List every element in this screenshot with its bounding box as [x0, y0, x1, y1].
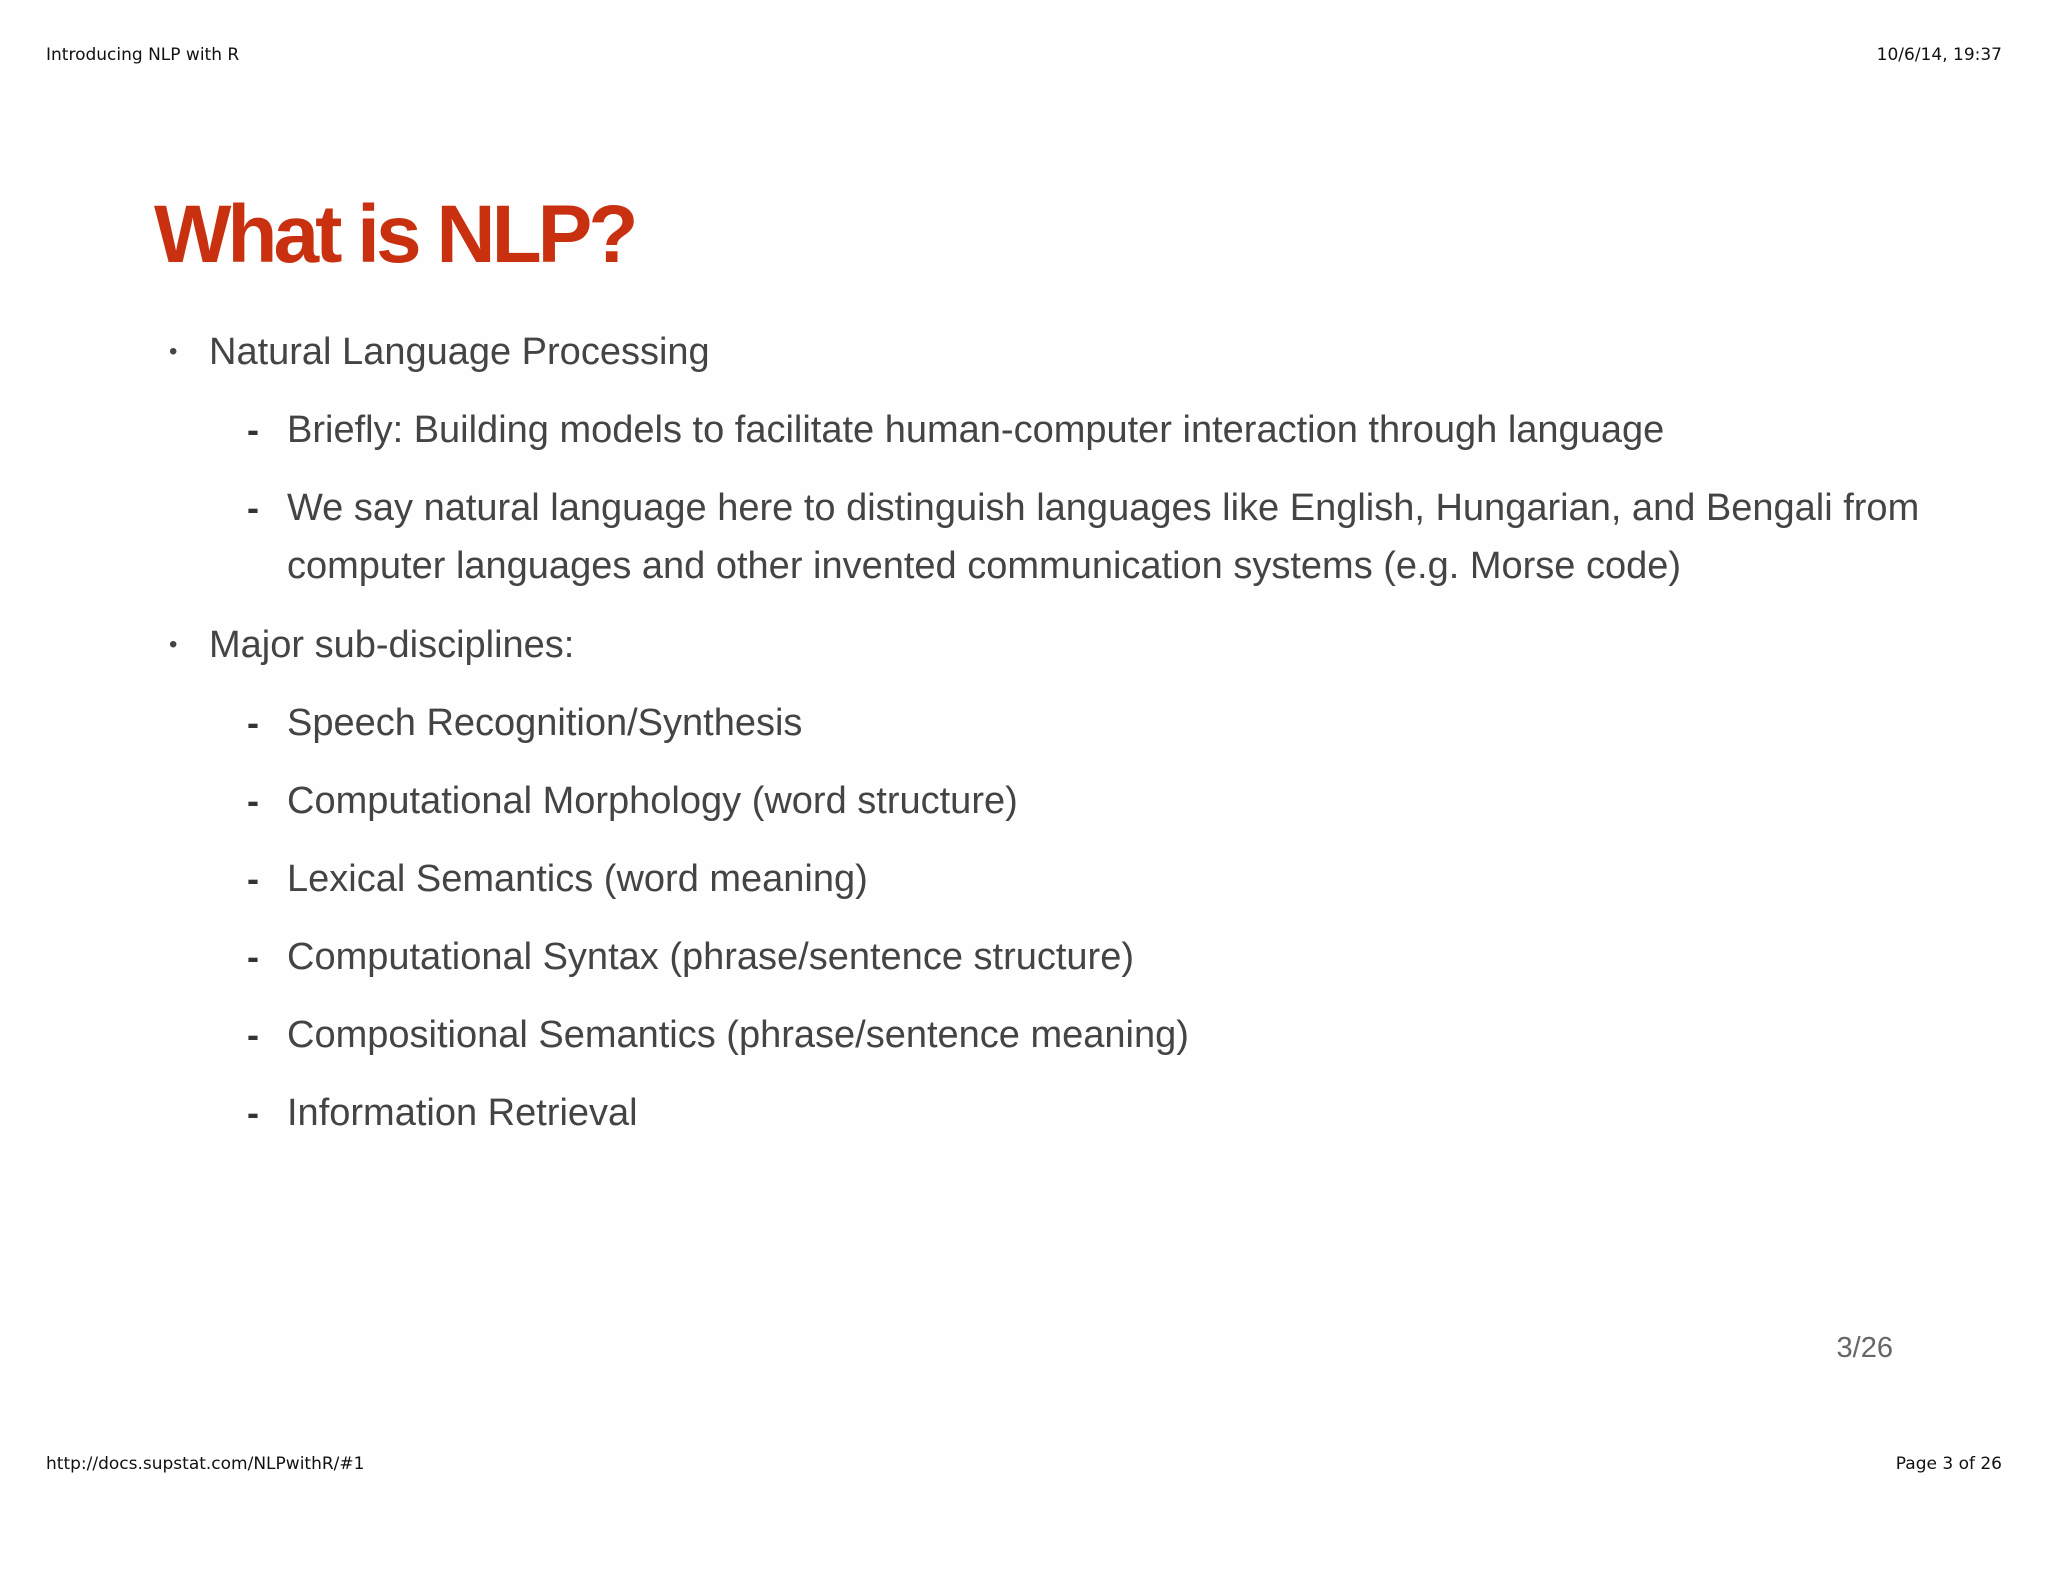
sub-bullet-item — [247, 928, 1927, 986]
sub-bullet-item — [247, 401, 1927, 459]
bullet-text: Major sub-disciplines: — [209, 624, 575, 666]
bullet-text: Natural Language Processing — [209, 331, 710, 373]
slide-number: 3/26 — [1836, 1332, 1893, 1364]
slide — [0, 190, 2048, 1390]
sub-bullet-item — [247, 850, 1927, 908]
sub-bullet-item — [247, 772, 1927, 830]
sub-bullet-dash-icon: - — [247, 936, 259, 977]
print-footer-url: http://docs.supstat.com/NLPwithR/#1 — [46, 1454, 365, 1474]
sub-bullet-item — [247, 694, 1927, 752]
sub-bullet-item — [247, 1084, 1927, 1142]
sub-bullet-text: Briefly: Building models to facilitate human-computer interaction through language — [287, 409, 1665, 451]
sub-bullet-dash-icon: - — [247, 1092, 259, 1133]
bullet-dot-icon: • — [169, 631, 178, 658]
sub-bullet-dash-icon: - — [247, 1014, 259, 1055]
sub-bullet-dash-icon: - — [247, 487, 259, 528]
sub-bullet-text: Computational Syntax (phrase/sentence structure) — [287, 936, 1134, 978]
print-footer-page: Page 3 of 26 — [1895, 1454, 2002, 1474]
sub-bullet-text: Lexical Semantics (word meaning) — [287, 858, 868, 900]
print-header-title: Introducing NLP with R — [46, 45, 240, 65]
sub-bullet-text: Information Retrieval — [287, 1092, 638, 1134]
sub-bullet-text: Computational Morphology (word structure) — [287, 780, 1018, 822]
sub-bullet-item — [247, 1006, 1927, 1064]
sub-bullet-item — [247, 479, 1927, 595]
sub-bullet-text: Compositional Semantics (phrase/sentence meaning) — [287, 1014, 1189, 1056]
bullet-dot-icon: • — [169, 338, 178, 365]
sub-bullet-dash-icon: - — [247, 409, 259, 450]
sub-bullet-dash-icon: - — [247, 702, 259, 743]
slide-title: What is NLP? — [154, 189, 635, 280]
bullet-item — [169, 616, 1909, 674]
bullet-item — [169, 323, 1909, 381]
print-header-datetime: 10/6/14, 19:37 — [1876, 45, 2002, 65]
sub-bullet-text: We say natural language here to distinguish languages like English, Hungarian, and Bengali from computer languages and other invented communication systems (e.g. Morse code) — [287, 487, 1920, 587]
sub-bullet-dash-icon: - — [247, 858, 259, 899]
sub-bullet-dash-icon: - — [247, 780, 259, 821]
sub-bullet-text: Speech Recognition/Synthesis — [287, 702, 803, 744]
